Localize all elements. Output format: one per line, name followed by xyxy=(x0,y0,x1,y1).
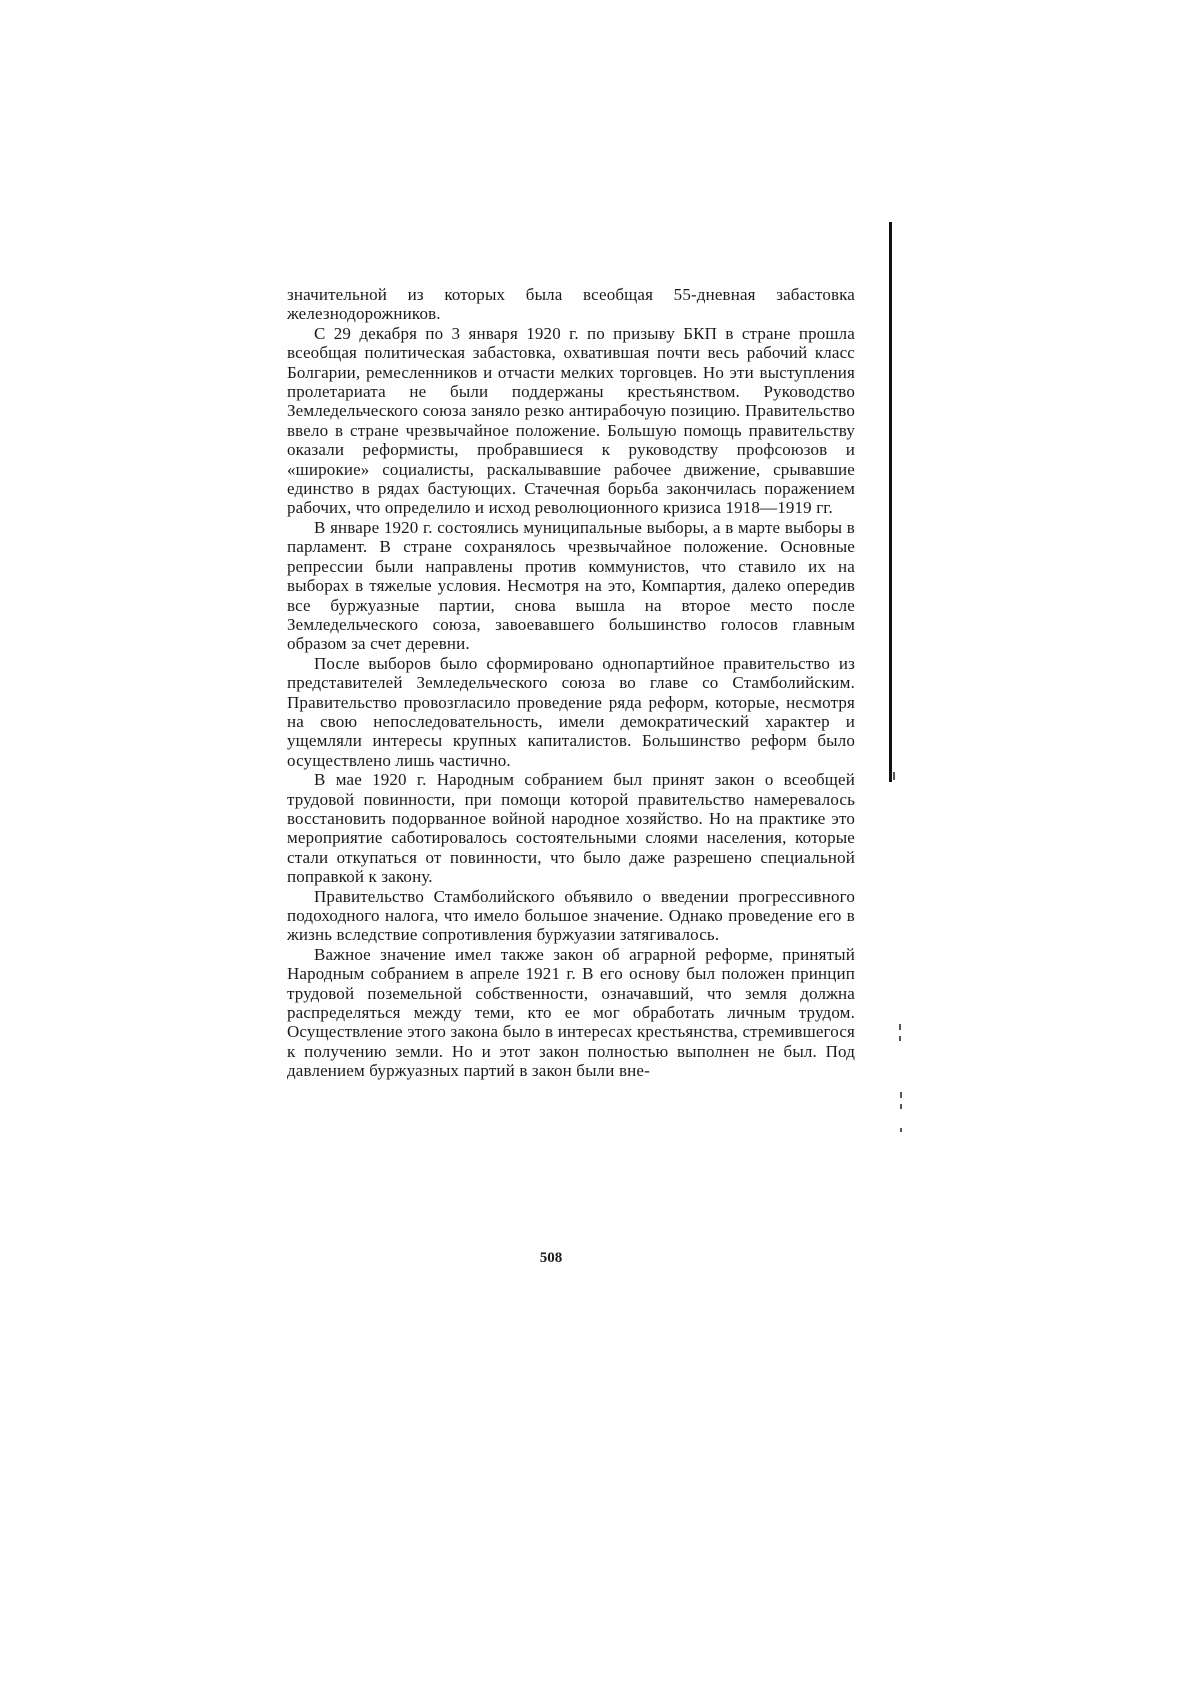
scan-speck xyxy=(899,1036,901,1041)
paragraph: Правительство Стамболийского объявило о введении прогрессивного подоходного налога, что имело большое значение. Однако проведение его в жизнь вследствие сопротивления буржуазии затягивалось. xyxy=(287,886,855,945)
paragraph: значительной из которых была всеобщая 55-дневная забастовка железнодорожников. xyxy=(287,285,855,324)
paragraph: После выборов было сформировано однопартийное правительство из представителей Земледельческого союза во главе со Стамболийским. Правительство провозгласило проведение ряда реформ, которые, несмотря на свою непоследовательность, имели демократический характер и ущемляли интересы крупных капиталистов. Большинство реформ было осуществлено лишь частично. xyxy=(287,653,855,770)
scan-speck xyxy=(893,772,895,780)
scan-speck xyxy=(900,1092,902,1098)
scan-edge-line xyxy=(889,222,892,782)
paragraph: В январе 1920 г. состоялись муниципальные выборы, а в марте выборы в парламент. В стране сохранялось чрезвычайное положение. Основные репрессии были направлены против коммунистов, что ставило их на выборах в тяжелые условия. Несмотря на это, Компартия, далеко опередив все буржуазные партии, снова вышла на второе место после Земледельческого союза, завоевавшего большинство голосов главным образом за счет деревни. xyxy=(287,517,855,654)
paragraph: С 29 декабря по 3 января 1920 г. по призыву БКП в стране прошла всеобщая политическая забастовка, охватившая почти весь рабочий класс Болгарии, ремесленников и отчасти мелких торговцев. Но эти выступления пролетариата не были поддержаны крестьянством. Руководство Земледельческого союза заняло резко антирабочую позицию. Правительство ввело в стране чрезвычайное положение. Большую помощь правительству оказали реформисты, пробравшиеся к руководству профсоюзов и «широкие» социалисты, раскалывавшие рабочее движение, срывавшие единство в рядах бастующих. Стачечная борьба закончилась поражением рабочих, что определило и исход революционного кризиса 1918—1919 гг. xyxy=(287,323,855,518)
body-text xyxy=(287,285,855,1081)
scan-speck xyxy=(900,1104,902,1109)
scan-speck xyxy=(900,1128,902,1132)
scan-speck xyxy=(899,1024,901,1030)
page-number: 508 xyxy=(539,1250,563,1266)
paragraph: В мае 1920 г. Народным собранием был принят закон о всеобщей трудовой повинности, при помощи которой правительство намеревалось восстановить подорванное войной народное хозяйство. Но на практике это мероприятие саботировалось состоятельными слоями населения, которые стали откупаться от повинности, что было даже разрешено специальной поправкой к закону. xyxy=(287,770,855,887)
paragraph: Важное значение имел также закон об аграрной реформе, принятый Народным собранием в апреле 1921 г. В его основу был положен принцип трудовой поземельной собственности, означавший, что земля должна распределяться между теми, кто ее мог обработать личным трудом. Осуществление этого закона было в интересах крестьянства, стремившегося к получению земли. Но и этот закон полностью выполнен не был. Под давлением буржуазных партий в закон были вне- xyxy=(287,944,855,1081)
